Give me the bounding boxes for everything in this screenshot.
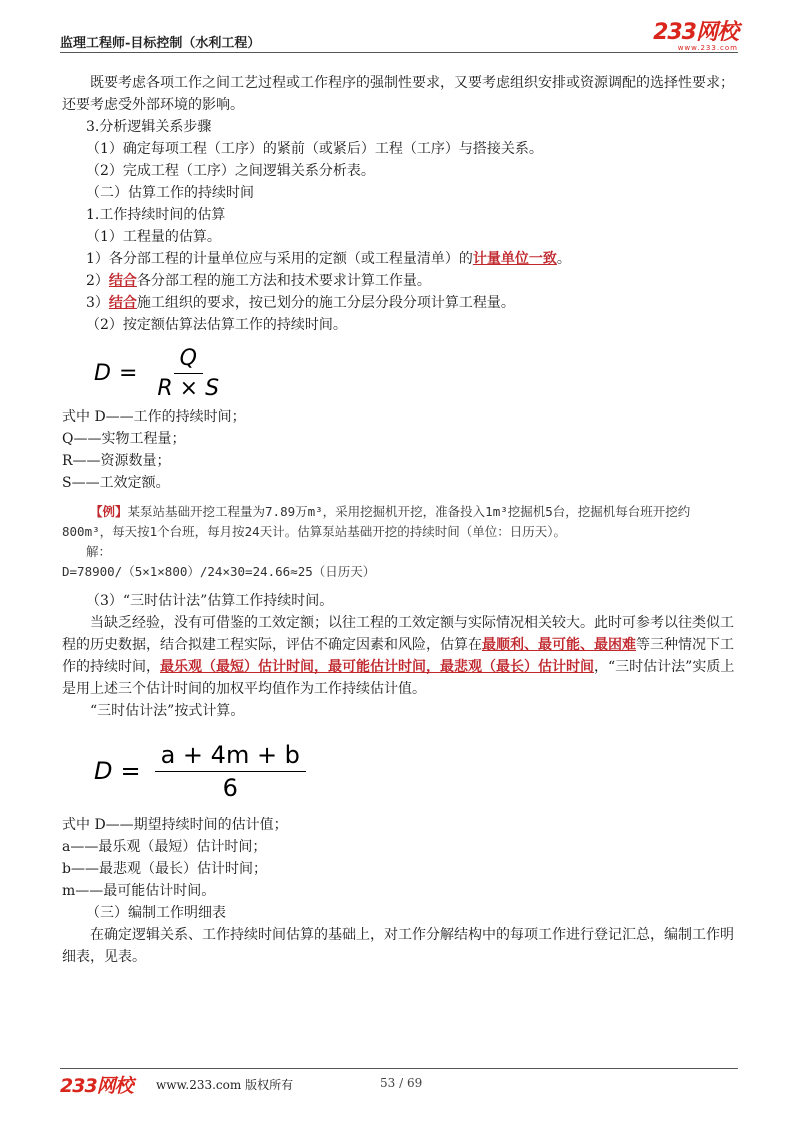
text: 2）: [86, 273, 109, 289]
list-item: [62, 270, 738, 292]
page-footer: [60, 1068, 738, 1097]
document-title: 监理工程师-目标控制（水利工程）: [60, 36, 261, 51]
text: 。: [556, 251, 571, 267]
list-item: （1）工程量的估算。: [86, 229, 221, 245]
text: 1）各分部工程的计量单位应与采用的定额（或工程量清单）的: [86, 251, 473, 267]
formula-denominator: 6: [222, 773, 238, 802]
highlight-text: 计量单位一致: [472, 251, 557, 267]
text: 各分部工程的施工方法和技术要求计算工作量。: [136, 273, 431, 289]
example-solution-label: 解：: [86, 544, 112, 559]
text: 3）: [86, 295, 109, 311]
highlight-text: 结合: [108, 273, 137, 289]
list-item: [62, 292, 738, 314]
logo-text: 233网校: [653, 20, 738, 45]
numbered-heading: 1.工作持续时间的估算: [86, 207, 226, 223]
highlight-text: 最顺利、最可能、最困难: [482, 637, 636, 653]
text: 当缺乏经验，没有可借鉴的工效定额；以往工程的工效定额与实际情况相关较大。此时可参考以往类似工程的历史数据，结合拟建工程实际，评估不确定因素和风险，估算在: [62, 615, 734, 653]
formula-fraction: [151, 346, 225, 401]
section-heading: （三）编制工作明细表: [86, 905, 226, 921]
list-item: （2）完成工程（工序）之间逻辑关系分析表。: [86, 163, 375, 179]
definition-line: S——工效定额。: [62, 475, 170, 491]
section-heading: （二）估算工作的持续时间: [86, 185, 254, 201]
example-text: [62, 502, 738, 542]
text: ，“三时估计法”实质上是用上述三个估计时间的加权平均值作为工作持续估计值。: [62, 659, 735, 697]
text: 等三种情况下工作的持续时间，: [62, 637, 734, 675]
definition-line: 式中 D——工作的持续时间；: [62, 409, 246, 425]
list-item: [62, 248, 738, 270]
formula-numerator: a + 4m + b: [155, 741, 306, 772]
example-body: 某泵站基础开挖工程量为7.89万m³，采用挖掘机开挖，准备投入1m³挖掘机5台，挖掘机每台班开挖约800m³，每天按1个台班，每月按24天计。估算泵站基础开挖的持续时间（单位：日历天）。: [62, 504, 691, 539]
highlight-text: 最乐观（最短）估计时间，最可能估计时间，最悲观（最长）估计时间: [160, 659, 594, 675]
page-header: [60, 22, 738, 53]
copyright-text: www.233.com 版权所有: [156, 1078, 294, 1092]
formula-three-point: [62, 728, 738, 814]
formula-numerator: Q: [174, 346, 203, 374]
logo-url: www.233.com: [677, 44, 738, 52]
definition-line: b——最悲观（最长）估计时间；: [62, 861, 267, 877]
paragraph: [62, 612, 738, 700]
formula-quota: [62, 340, 738, 406]
example-tag: 【例】: [90, 504, 128, 519]
text: 施工组织的要求，按已划分的施工分层分段分项计算工程量。: [136, 295, 515, 311]
formula-equals: =: [120, 757, 141, 785]
definition-line: m——最可能估计时间。: [62, 883, 216, 899]
definition-line: Q——实物工程量；: [62, 431, 186, 447]
paragraph: 既要考虑各项工作之间工艺过程或工作程序的强制性要求，又要考虑组织安排或资源调配的选择性要求；还要考虑受外部环境的影响。: [62, 75, 734, 113]
formula-fraction: [155, 741, 306, 802]
page-number: 53 / 69: [380, 1076, 423, 1090]
brand-logo: [653, 22, 738, 52]
formula-denominator: R × S: [157, 375, 220, 401]
paragraph: “三时估计法”按式计算。: [90, 703, 245, 719]
paragraph: 在确定逻辑关系、工作持续时间估算的基础上，对工作分解结构中的每项工作进行登记汇总，编制工作明细表，见表。: [62, 927, 734, 965]
example-calculation: D=78900/（5×1×800）/24×30=24.66≈25（日历天）: [62, 564, 376, 579]
formula-lhs: D: [94, 360, 111, 386]
formula-lhs: D: [94, 757, 113, 785]
definition-line: R——资源数量；: [62, 453, 171, 469]
page-body: [62, 72, 738, 968]
list-item: （1）确定每项工程（工序）的紧前（或紧后）工程（工序）与搭接关系。: [86, 141, 543, 157]
formula-equals: =: [118, 360, 138, 386]
footer-logo: 233网校: [60, 1075, 133, 1097]
numbered-heading: 3.分析逻辑关系步骤: [86, 119, 212, 135]
highlight-text: 结合: [108, 295, 137, 311]
list-item: （2）按定额估算法估算工作的持续时间。: [86, 317, 347, 333]
definition-line: 式中 D——期望持续时间的估计值；: [62, 817, 288, 833]
list-item: （3）“三时估计法”估算工作持续时间。: [86, 593, 334, 609]
example-block: [62, 502, 738, 582]
definition-line: a——最乐观（最短）估计时间；: [62, 839, 267, 855]
